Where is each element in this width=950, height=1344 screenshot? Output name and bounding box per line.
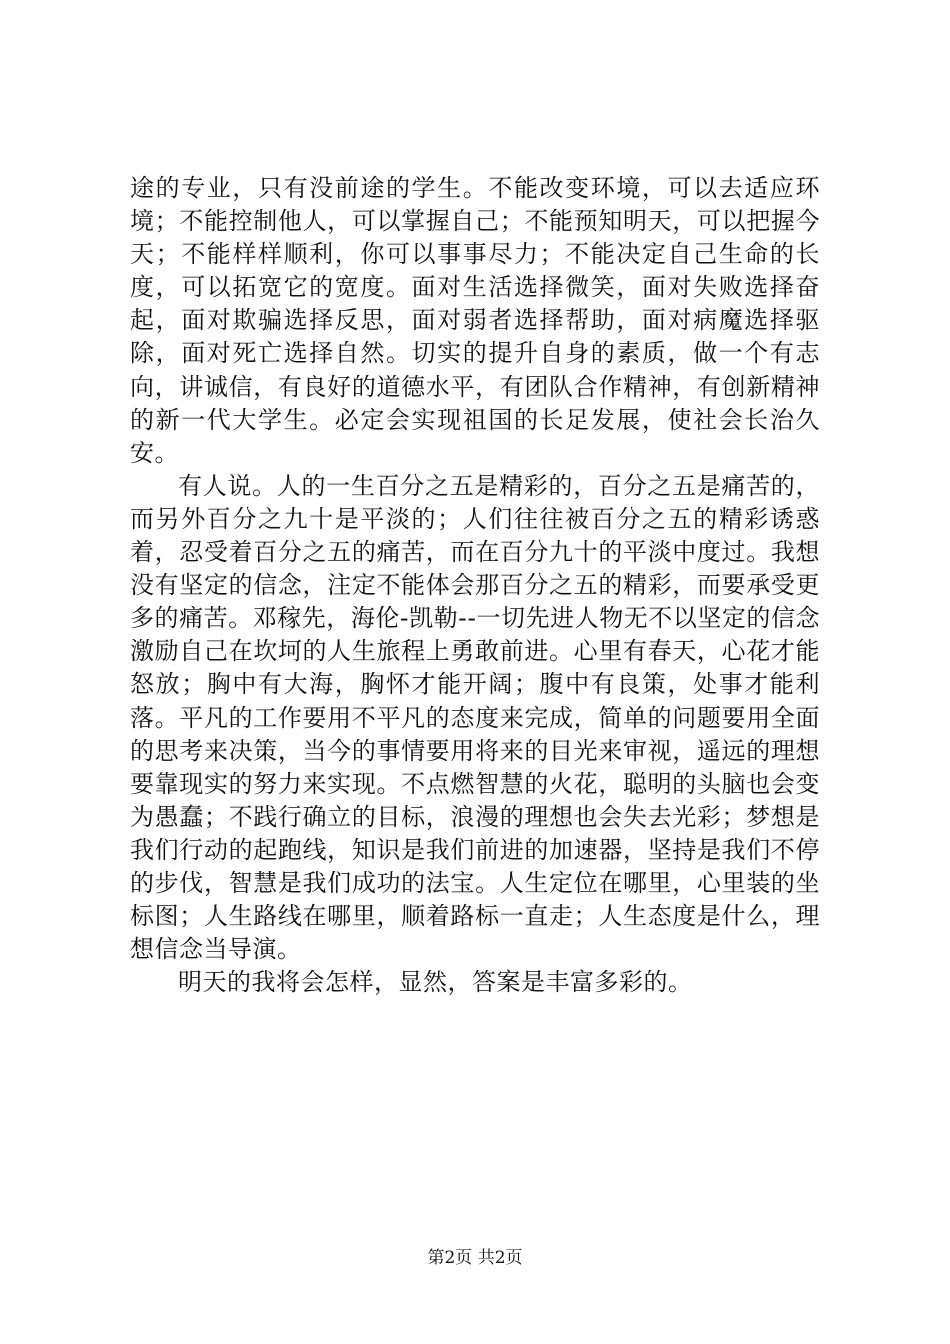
paragraph-tomorrow: 明天的我将会怎样，显然，答案是丰富多彩的。: [178, 968, 693, 997]
page-number-footer: 第2页 共2页: [427, 1248, 523, 1268]
document-body: [130, 172, 820, 999]
paragraph-continued: 途的专业，只有没前途的学生。不能改变环境，可以去适应环境；不能控制他人，可以掌握自己；不能预知明天，可以把握今天；不能样样顺利，你可以事事尽力；不能决定自己生命的长度，可以拓宽它的宽度。面对生活选择微笑，面对失败选择奋起，面对欺骗选择反思，面对弱者选择帮助，面对病魔选择驱除，面对死亡选择自然。切实的提升自身的素质，做一个有志向，讲诚信，有良好的道德水平，有团队合作精神，有创新精神的新一代大学生。必定会实现祖国的长足发展，使社会长治久安。: [130, 174, 820, 467]
paragraph-belief: 有人说。人的一生百分之五是精彩的，百分之五是痛苦的，而另外百分之九十是平淡的；人们往往被百分之五的精彩诱惑着，忍受着百分之五的痛苦，而在百分九十的平淡中度过。我想没有坚定的信念，注定不能体会那百分之五的精彩，而要承受更多的痛苦。邓稼先，海伦-凯勒--一切先进人物无不以坚定的信念激励自己在坎坷的人生旅程上勇敢前进。心里有春天，心花才能怒放；胸中有大海，胸怀才能开阔；腹中有良策，处事才能利落。平凡的工作要用不平凡的态度来完成，简单的问题要用全面的思考来决策，当今的事情要用将来的目光来审视，遥远的理想要靠现实的努力来实现。不点燃智慧的火花，聪明的头脑也会变为愚蠢；不践行确立的目标，浪漫的理想也会失去光彩；梦想是我们行动的起跑线，知识是我们前进的加速器，坚持是我们不停的步伐，智慧是我们成功的法宝。人生定位在哪里，心里装的坐标图；人生路线在哪里，顺着路标一直走；人生态度是什么，理想信念当导演。: [130, 471, 820, 964]
